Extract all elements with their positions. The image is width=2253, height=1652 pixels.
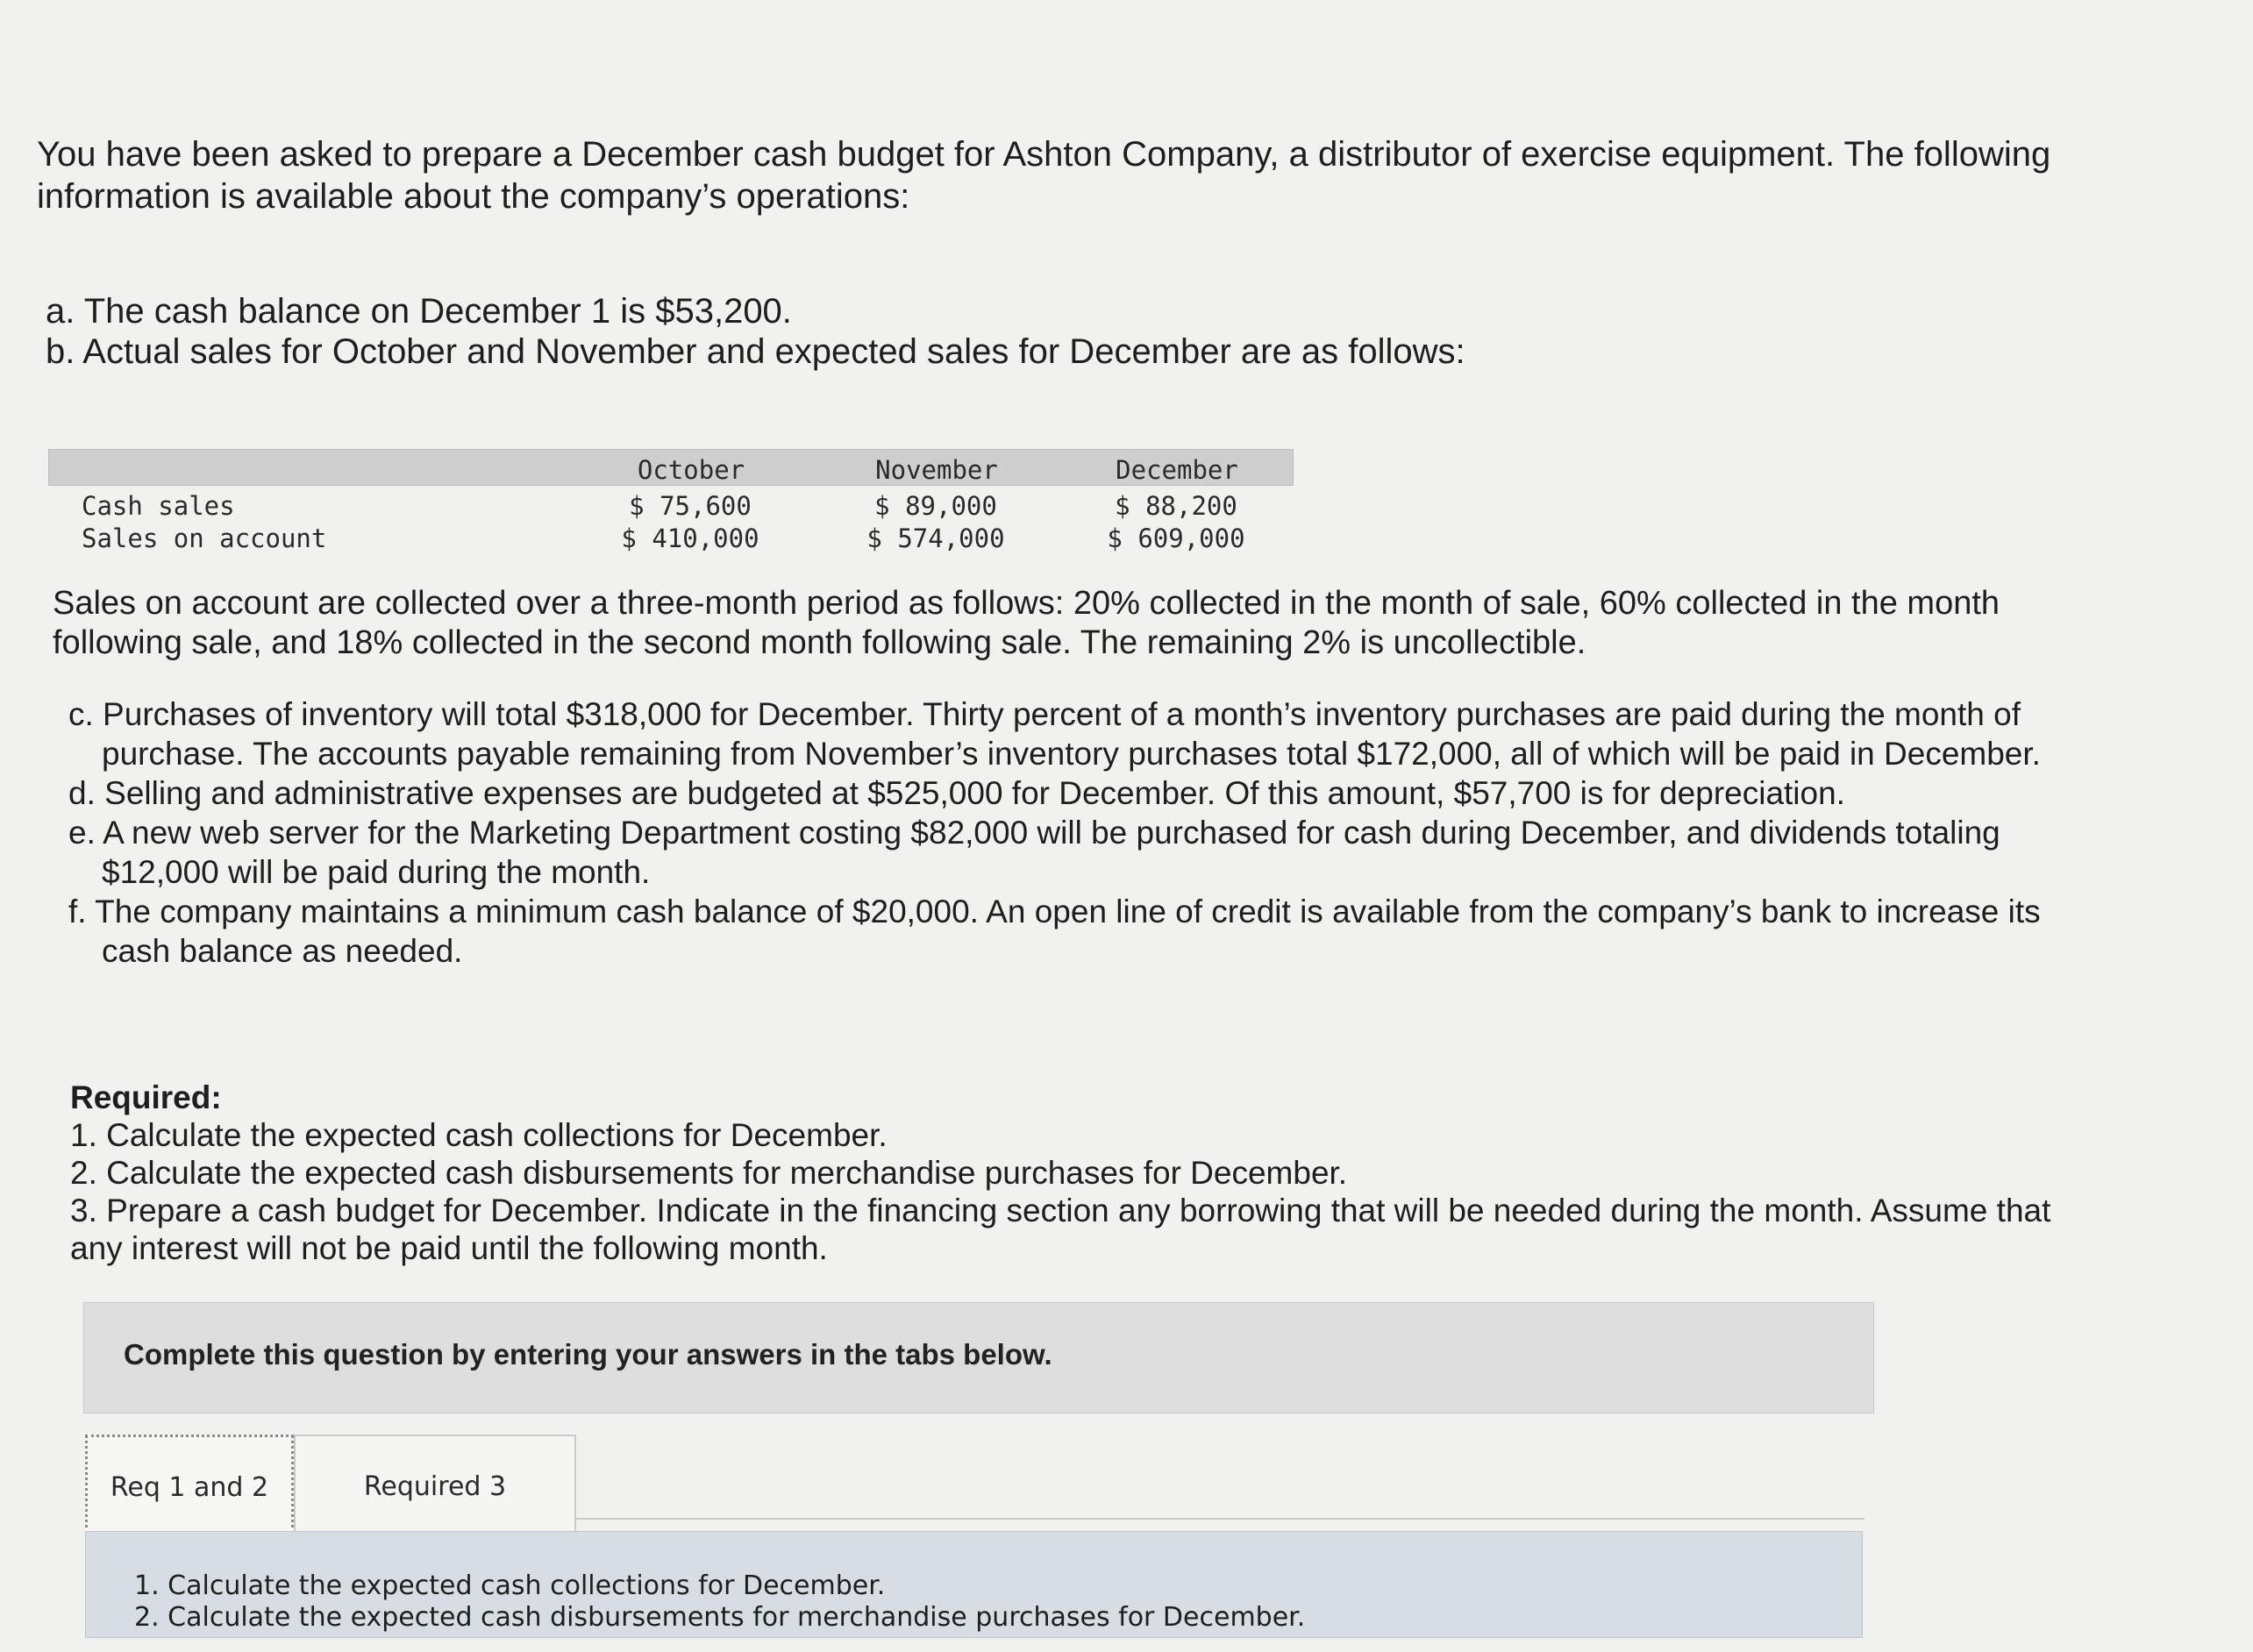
sales-table [48, 449, 1294, 551]
instruction-panel [83, 1302, 1874, 1413]
collection-note-line-2: following sale, and 18% collected in the second month following sale. The remaining 2% is uncollectible. [53, 624, 1586, 661]
item-d: d. Selling and administrative expenses are budgeted at $525,000 for December. Of this amount, $57,700 is for depreciation. [68, 775, 1845, 811]
table-cell: $ 574,000 [866, 523, 1005, 553]
table-cell: $ 89,000 [874, 491, 997, 521]
row-label: Sales on account [82, 523, 327, 553]
collection-note [53, 584, 2175, 663]
assumptions-list [68, 694, 2085, 971]
answer-line-2: 2. Calculate the expected cash disbursements for merchandise purchases for December. [134, 1602, 1306, 1633]
answer-instructions [134, 1570, 1305, 1634]
table-row-sales-on-account [48, 518, 1294, 551]
required-section [70, 1079, 2087, 1267]
row-label: Cash sales [82, 491, 235, 521]
collection-note-line-1: Sales on account are collected over a three-month period as follows: 20% collected in the month of sale, 60% collected in the month [53, 585, 2000, 622]
tab-divider [575, 1518, 1864, 1520]
required-item-1: 1. Calculate the expected cash collections for December. [70, 1117, 888, 1153]
item-f: f. The company maintains a minimum cash balance of $20,000. An open line of credit is available from the company’s bank to increase its cash balance as needed. [68, 894, 2041, 969]
sales-table-header [48, 449, 1294, 486]
tab-required-3[interactable] [294, 1435, 576, 1533]
required-item-2: 2. Calculate the expected cash disbursements for merchandise purchases for December. [70, 1155, 1348, 1191]
answer-line-1: 1. Calculate the expected cash collections for December. [134, 1570, 886, 1601]
table-row-cash-sales [48, 486, 1294, 521]
required-item-3: 3. Prepare a cash budget for December. Indicate in the financing section any borrowing that will be needed during the month. Assume that any interest will not be paid until the following month. [70, 1193, 2051, 1266]
instruction-text: Complete this question by entering your answers in the tabs below. [124, 1338, 1052, 1371]
fact-a: a. The cash balance on December 1 is $53,200. [46, 292, 792, 331]
item-c: c. Purchases of inventory will total $318,000 for December. Thirty percent of a month’s inventory purchases are paid during the month of purchase. The accounts payable remaining from November’s inventory purchases total $172,000, all of which will be paid in December. [68, 696, 2041, 772]
answer-area [85, 1531, 1863, 1638]
intro-line-2: information is available about the company’s operations: [37, 177, 910, 216]
tab-label: Req 1 and 2 [110, 1472, 269, 1503]
intro-line-1: You have been asked to prepare a December cash budget for Ashton Company, a distributor of exercise equipment. The following [37, 135, 2051, 174]
table-cell: $ 75,600 [629, 491, 752, 521]
fact-b: b. Actual sales for October and November and expected sales for December are as follows: [46, 332, 1465, 371]
tab-req-1-and-2[interactable] [85, 1435, 294, 1535]
column-header-december: December [1116, 455, 1238, 485]
column-header-november: November [875, 455, 998, 485]
problem-intro [37, 133, 2142, 217]
item-e: e. A new web server for the Marketing Department costing $82,000 will be purchased for cash during December, and dividends totaling $12,000 will be paid during the month. [68, 815, 2000, 890]
column-header-october: October [637, 455, 745, 485]
table-cell: $ 410,000 [621, 523, 759, 553]
facts-list [46, 291, 1465, 372]
table-cell: $ 88,200 [1115, 491, 1237, 521]
required-heading: Required: [70, 1079, 222, 1115]
tab-label: Required 3 [363, 1471, 507, 1502]
table-cell: $ 609,000 [1107, 523, 1245, 553]
